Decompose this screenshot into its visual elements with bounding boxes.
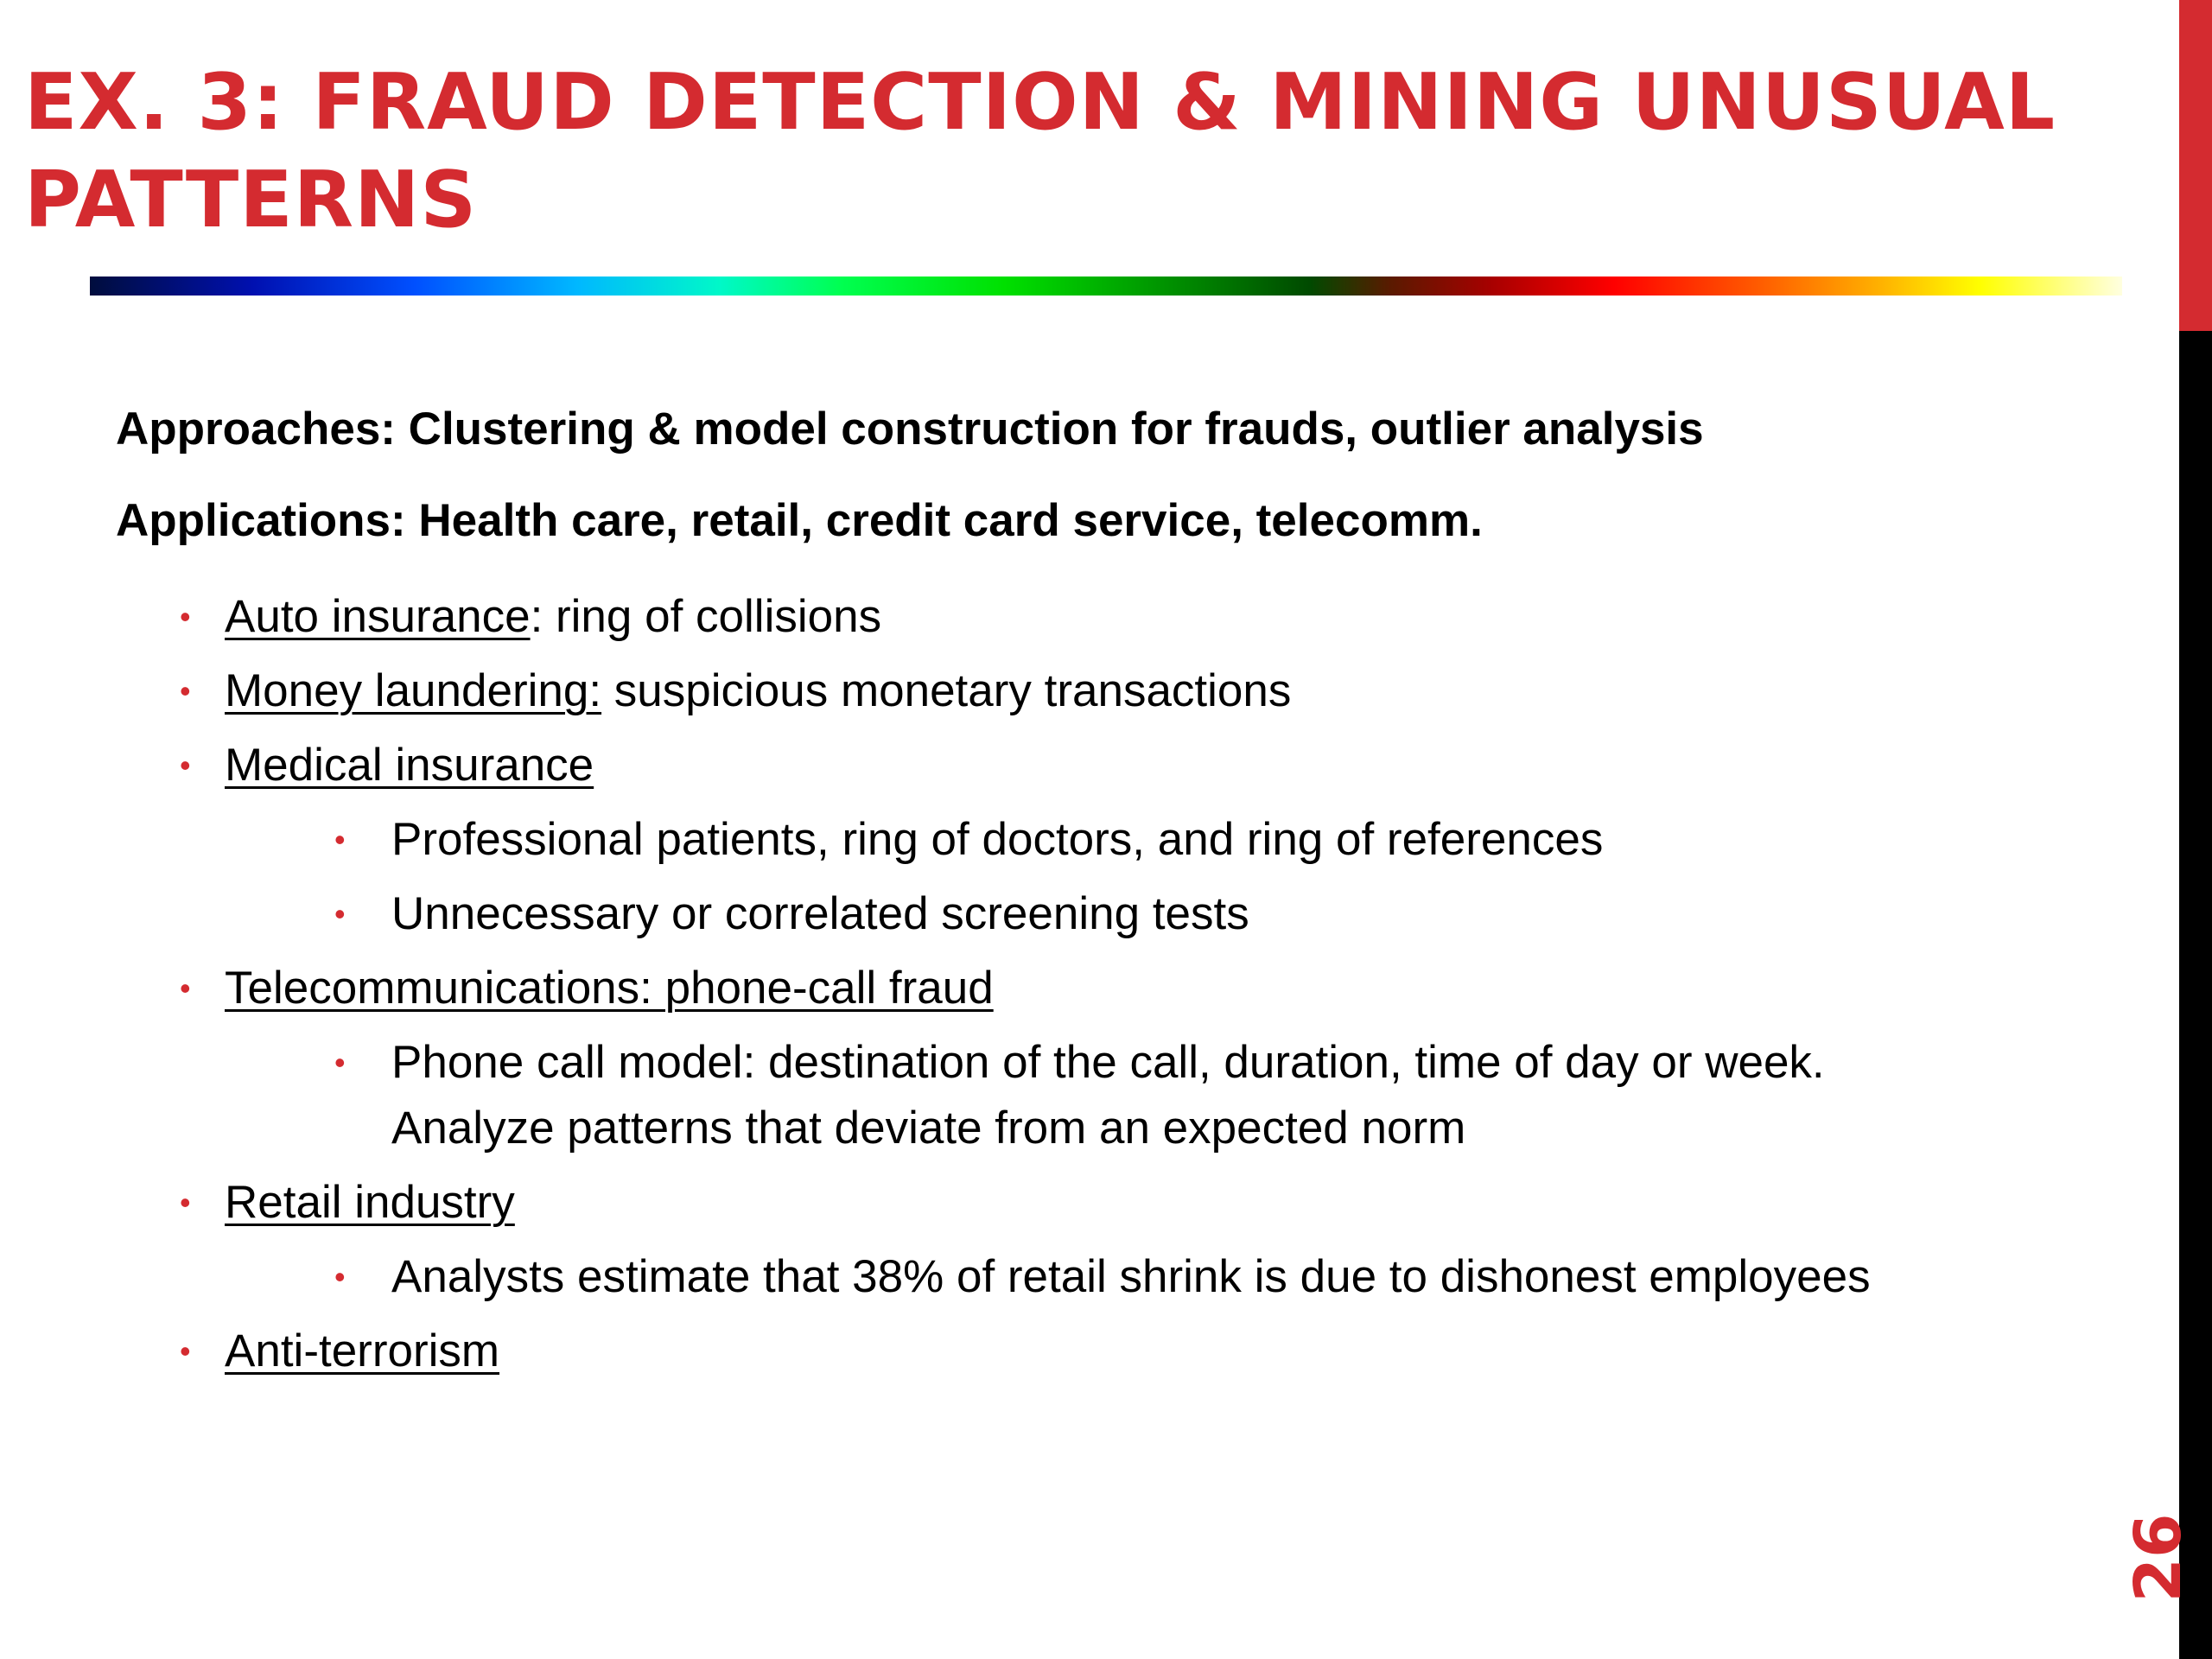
list-item — [0, 1319, 2160, 1384]
bullet-dot-icon: • — [334, 822, 346, 857]
list-item — [0, 733, 2160, 798]
sidebar-accent-black — [2179, 331, 2212, 1659]
bullet-heading-underlined: Money laundering: — [225, 665, 602, 716]
sidebar-accent-red — [2179, 0, 2212, 331]
bullet-dot-icon: • — [334, 1045, 346, 1080]
bullet-dot-icon: • — [180, 970, 191, 1006]
bullet-heading-underlined: Anti-terrorism — [225, 1325, 500, 1376]
list-item — [0, 1244, 1990, 1310]
applications-bullet-list — [0, 584, 2160, 1393]
approaches-line: Approaches: Clustering & model construction for frauds, outlier analysis — [116, 404, 1704, 454]
slide-title-line-1: EX. 3: FRAUD DETECTION & MINING UNUSUAL — [24, 57, 2056, 148]
sub-bullet-text: Analysts estimate that 38% of retail shrink is due to dishonest employees — [391, 1251, 1871, 1302]
bullet-dot-icon: • — [180, 599, 191, 634]
sub-bullet-text-continued: Analyze patterns that deviate from an expected norm — [391, 1103, 1466, 1154]
list-item — [0, 956, 2160, 1021]
list-item — [0, 807, 1990, 873]
slide-title-line-2: PATTERNS — [24, 155, 478, 245]
list-item — [0, 1030, 1990, 1161]
bullet-text: : ring of collisions — [530, 591, 882, 642]
bullet-dot-icon: • — [180, 1333, 191, 1369]
sub-bullet-text: Unnecessary or correlated screening tests — [391, 888, 1249, 939]
bullet-heading-underlined: Retail industry — [225, 1177, 515, 1228]
bullet-dot-icon: • — [180, 747, 191, 783]
bullet-text: suspicious monetary transactions — [601, 665, 1292, 716]
bullet-dot-icon: • — [334, 1259, 346, 1294]
spectrum-divider — [90, 276, 2122, 296]
list-item — [0, 584, 2160, 650]
bullet-heading-underlined: Telecommunications: phone-call fraud — [225, 963, 994, 1014]
bullet-heading-underlined: Medical insurance — [225, 740, 594, 791]
list-item — [0, 658, 2160, 724]
bullet-dot-icon: • — [334, 896, 346, 931]
sub-bullet-text: Phone call model: destination of the call, duration, time of day or week. — [391, 1037, 1825, 1088]
slide-title — [24, 54, 2167, 249]
sub-bullet-text: Professional patients, ring of doctors, and ring of references — [391, 814, 1604, 865]
list-item — [0, 1170, 2160, 1236]
bullet-heading-underlined: Auto insurance — [225, 591, 531, 642]
page-number: 26 — [2121, 1513, 2196, 1603]
list-item — [0, 881, 1990, 947]
bullet-dot-icon: • — [180, 1185, 191, 1220]
bullet-dot-icon: • — [180, 673, 191, 709]
applications-line: Applications: Health care, retail, credit card service, telecomm. — [116, 495, 1483, 546]
